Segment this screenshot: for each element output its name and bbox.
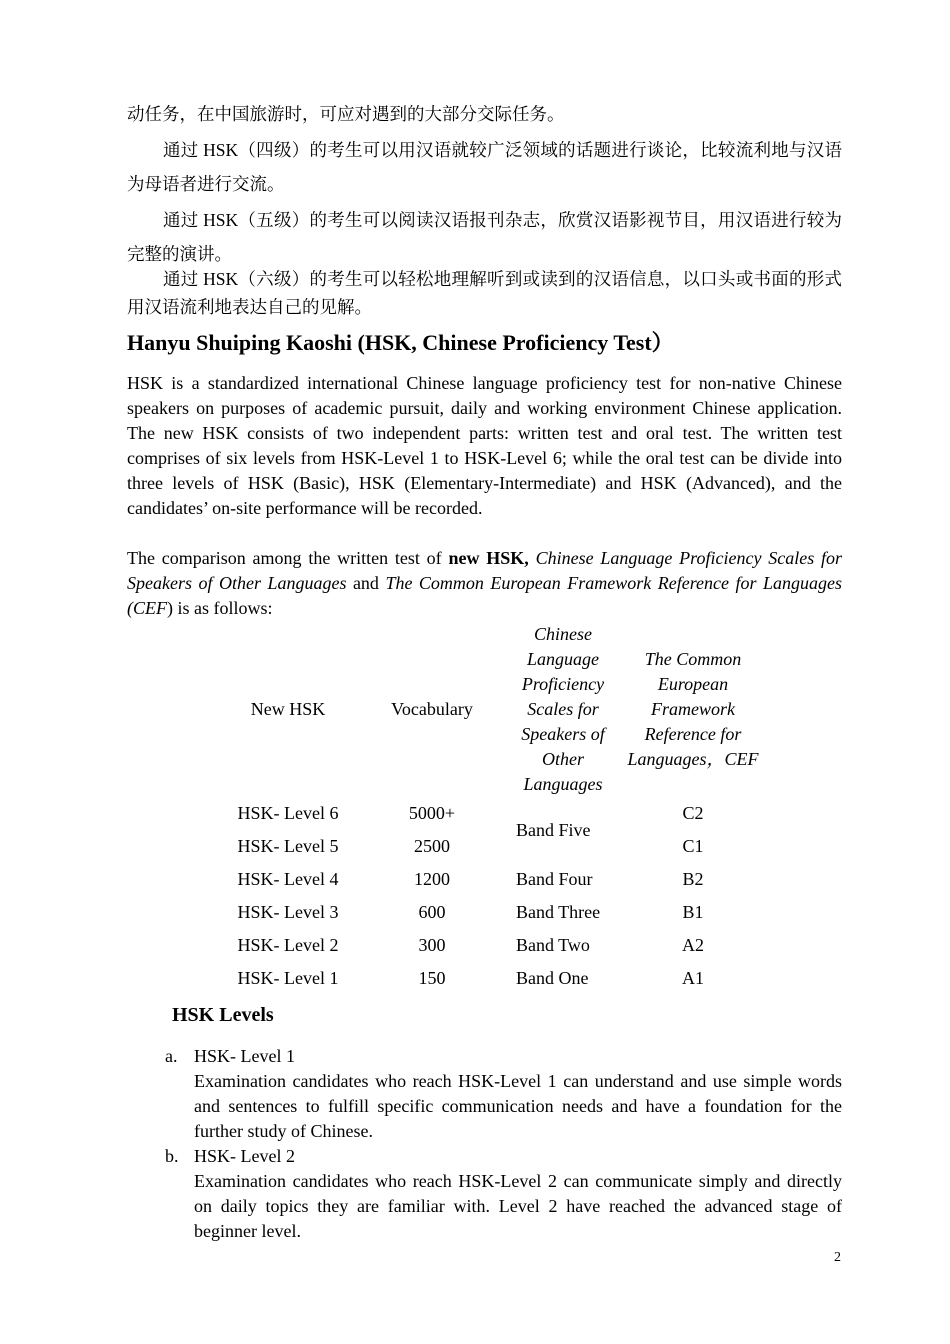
cell: HSK- Level 2	[237, 935, 339, 955]
list-item-text: Examination candidates who reach HSK-Level 1 can understand and use simple words and sentences to fulfill specific communication needs and have a foundation for the further study of Chinese.	[194, 1071, 842, 1141]
list-marker: a.	[165, 1046, 178, 1066]
text: The comparison among the written test of	[127, 548, 449, 568]
section-heading: Hanyu Shuiping Kaoshi (HSK, Chinese Proficiency Test）	[127, 330, 674, 355]
cell: Band Four	[516, 869, 593, 889]
header-cell: New HSK	[250, 699, 326, 719]
cell: HSK- Level 6	[237, 803, 339, 823]
cell: Band Two	[516, 935, 590, 955]
cell: C1	[682, 836, 704, 856]
cell: A1	[682, 968, 704, 988]
table-header-row	[218, 622, 766, 797]
cell: 5000+	[408, 803, 456, 823]
list-item	[165, 1044, 842, 1144]
table-row	[218, 896, 766, 929]
bold-text: new HSK,	[448, 548, 529, 568]
page-number: 2	[834, 1250, 841, 1265]
cell: 300	[418, 935, 446, 955]
list-item-title: HSK- Level 1	[194, 1046, 295, 1066]
cell: HSK- Level 3	[237, 902, 339, 922]
table-row	[218, 863, 766, 896]
cell: 600	[418, 902, 446, 922]
cell: HSK- Level 5	[237, 836, 339, 856]
italic-text: Chinese Language Proficiency Scales for Speakers of Other Languages	[127, 548, 843, 593]
cell: HSK- Level 1	[237, 968, 339, 988]
list-item-text: Examination candidates who reach HSK-Level 2 can communicate simply and directly on daily topics they are familiar with. Level 2 have reached the advanced stage of beginner level.	[194, 1171, 842, 1241]
chinese-paragraph: 动任务，在中国旅游时，可应对遇到的大部分交际任务。	[127, 104, 565, 124]
table-row	[218, 962, 766, 995]
header-cell: Vocabulary	[391, 699, 473, 719]
cell: A2	[682, 935, 704, 955]
cell: Band Five	[516, 819, 591, 840]
chinese-paragraph: 通过 HSK（四级）的考生可以用汉语就较广泛领域的话题进行谈论，比较流利地与汉语为母语者进行交流。	[127, 140, 842, 194]
cell: B2	[682, 869, 704, 889]
comparison-table	[218, 622, 766, 995]
table-row	[218, 929, 766, 962]
list-item	[165, 1144, 842, 1244]
chinese-paragraph: 通过 HSK（五级）的考生可以阅读汉语报刊杂志，欣赏汉语影视节目，用汉语进行较为完整的演讲。	[127, 210, 842, 264]
levels-heading: HSK Levels	[172, 1004, 274, 1026]
table-row	[218, 797, 766, 830]
cell: HSK- Level 4	[237, 869, 339, 889]
italic-text: The Common European Framework Reference for Languages (CEF	[127, 573, 842, 618]
comparison-paragraph	[127, 546, 842, 621]
header-cell: The Common European Framework Reference for Languages，CEF	[627, 649, 759, 769]
text: and	[346, 573, 386, 593]
cell: 1200	[414, 869, 450, 889]
cell: Band One	[516, 968, 589, 988]
text: ) is as follows:	[167, 598, 273, 618]
header-cell: Chinese Language Proficiency Scales for Speakers of Other Languages	[521, 624, 605, 794]
list-item-title: HSK- Level 2	[194, 1146, 295, 1166]
list-marker: b.	[165, 1146, 179, 1166]
table-row	[218, 830, 766, 863]
cell: C2	[682, 803, 704, 823]
cell: 150	[418, 968, 446, 988]
cell: B1	[682, 902, 704, 922]
cell: Band Three	[516, 902, 601, 922]
intro-paragraph: HSK is a standardized international Chinese language proficiency test for non-native Chinese speakers on purposes of academic pursuit, daily and working environment Chinese application. The new HSK consists of two independent parts: written test and oral test. The written test comprises of six levels from HSK-Level 1 to HSK-Level 6; while the oral test can be divide into three levels of HSK (Basic), HSK (Elementary-Intermediate) and HSK (Advanced), and the candidates’ on-site performance will be recorded.	[127, 373, 842, 518]
chinese-paragraph: 通过 HSK（六级）的考生可以轻松地理解听到或读到的汉语信息，以口头或书面的形式用汉语流利地表达自己的见解。	[127, 269, 842, 317]
cell: 2500	[414, 836, 450, 856]
